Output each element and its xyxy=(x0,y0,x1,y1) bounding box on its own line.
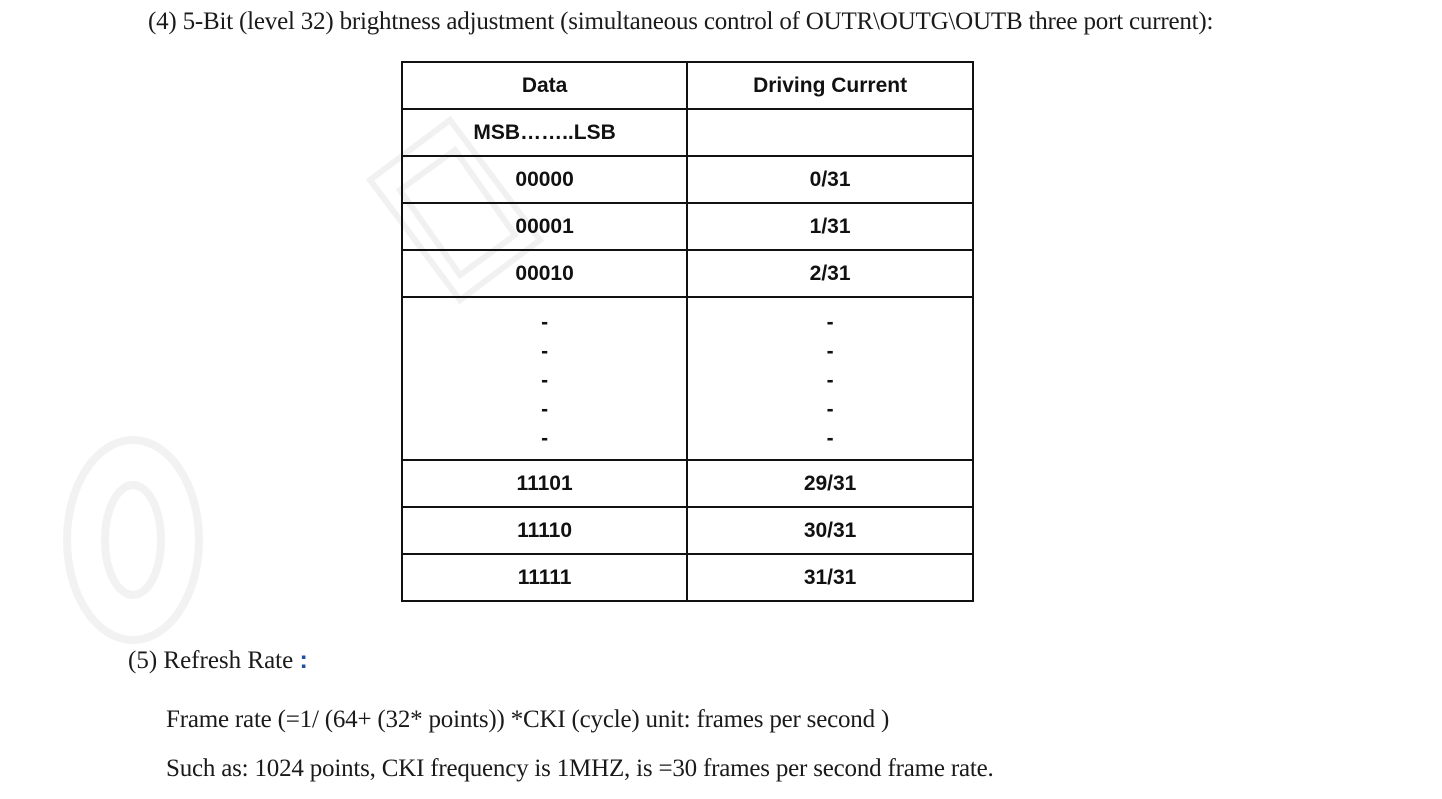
brightness-table xyxy=(401,61,974,602)
section-4-heading: (4) 5-Bit (level 32) brightness adjustment (simultaneous control of OUTR\OUTG\OUTB three port current): xyxy=(148,8,1214,35)
frame-rate-formula: Frame rate (=1/ (64+ (32* points)) *CKI (cycle) unit: frames per second ) xyxy=(166,706,890,733)
current-cell: 29/31 xyxy=(687,460,973,507)
dash: - xyxy=(826,427,834,450)
current-cell: 31/31 xyxy=(687,554,973,601)
table-row xyxy=(402,460,973,507)
table-row xyxy=(402,203,973,250)
data-ellipsis-cell xyxy=(402,297,687,460)
header-data: Data xyxy=(402,62,687,109)
subheader-empty xyxy=(687,109,973,156)
table-row xyxy=(402,507,973,554)
current-cell: 30/31 xyxy=(687,507,973,554)
dash: - xyxy=(541,311,549,334)
data-cell: 00000 xyxy=(402,156,687,203)
current-ellipsis-cell xyxy=(687,297,973,460)
data-cell: 11110 xyxy=(402,507,687,554)
header-driving-current: Driving Current xyxy=(687,62,973,109)
section-5-colon: : xyxy=(299,646,308,674)
dash: - xyxy=(826,369,834,392)
dash: - xyxy=(541,369,549,392)
dash: - xyxy=(541,340,549,363)
data-cell: 11111 xyxy=(402,554,687,601)
section-5-title: (5) Refresh Rate xyxy=(128,647,294,674)
dash: - xyxy=(826,311,834,334)
section-5-heading xyxy=(128,644,308,677)
data-cell: 00010 xyxy=(402,250,687,297)
dash: - xyxy=(541,398,549,421)
table-row xyxy=(402,554,973,601)
dash: - xyxy=(541,427,549,450)
watermark-ring xyxy=(55,430,215,650)
table-row xyxy=(402,250,973,297)
current-cell: 2/31 xyxy=(687,250,973,297)
data-cell: 00001 xyxy=(402,203,687,250)
data-cell: 11101 xyxy=(402,460,687,507)
table-row xyxy=(402,156,973,203)
current-cell: 0/31 xyxy=(687,156,973,203)
frame-rate-example: Such as: 1024 points, CKI frequency is 1MHZ, is =30 frames per second frame rate. xyxy=(166,755,994,782)
dash: - xyxy=(826,398,834,421)
table-subheader-row xyxy=(402,109,973,156)
msb-lsb-label: MSB……..LSB xyxy=(402,109,687,156)
current-cell: 1/31 xyxy=(687,203,973,250)
table-header-row xyxy=(402,62,973,109)
table-ellipsis-row xyxy=(402,297,973,460)
dash: - xyxy=(826,340,834,363)
